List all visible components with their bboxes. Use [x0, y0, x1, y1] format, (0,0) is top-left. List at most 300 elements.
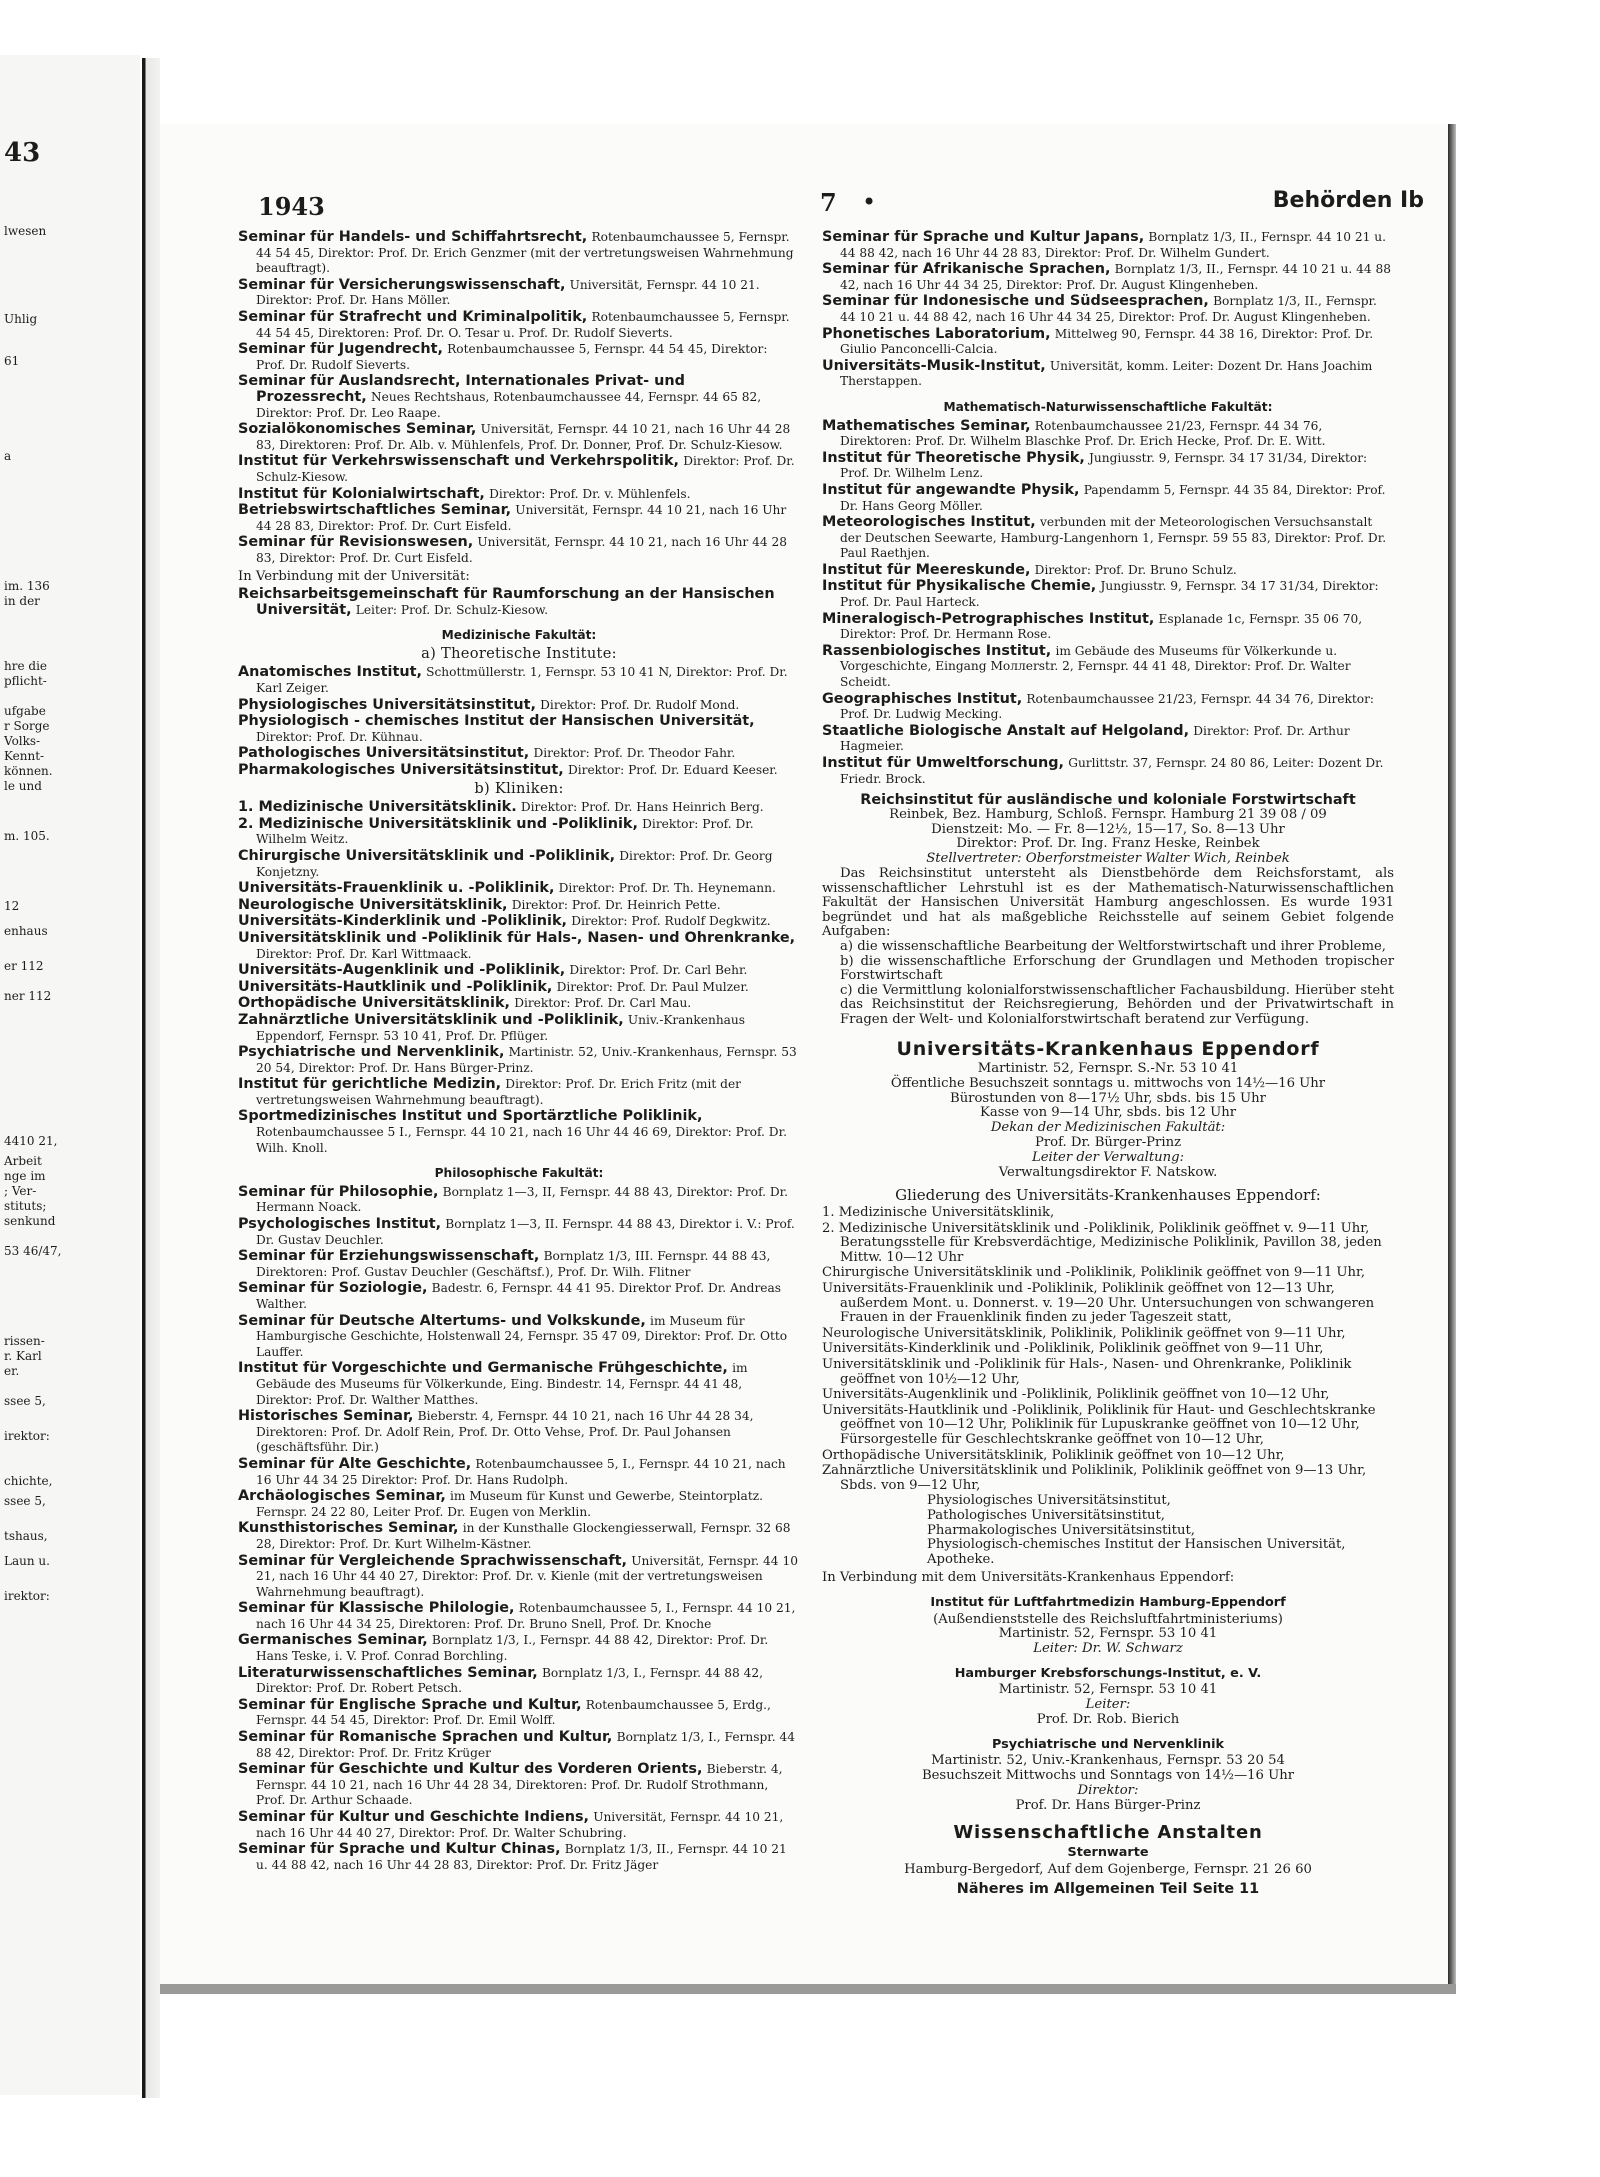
list-line: Universitäts-Hautklinik und -Poliklinik, Poliklinik für Haut- und Geschlechtskranke geöffnet von 10—12 Uhr, Poliklinik für Lupuskranke geöffnet von 10—12 Uhr, Fürsorgestelle für Geschlechtskranke geöffnet von 10—12 Uhr,	[822, 1402, 1376, 1447]
entry-title: Meteorologisches Institut,	[822, 514, 1036, 531]
entry-title: Institut für Verkehrswissenschaft und Verkehrspolitik,	[238, 453, 679, 470]
entry-title: Seminar für Kultur und Geschichte Indiens,	[238, 1809, 589, 1825]
entry-title: Institut für Physikalische Chemie,	[822, 578, 1097, 595]
entry-title: Seminar für Auslandsrecht, Internationales Privat- und Prozessrecht,	[238, 373, 685, 405]
entry-detail: Direktor: Prof. Dr. Theodor Fahr.	[533, 746, 736, 761]
directory-entry	[822, 230, 1394, 261]
directory-entry	[238, 1698, 800, 1729]
directory-entry	[822, 756, 1394, 787]
list-line: Apotheke.	[927, 1551, 995, 1567]
directory-entry	[822, 419, 1394, 450]
directory-entry	[238, 1554, 800, 1601]
previous-page-text: ssee 5,	[4, 1494, 46, 1508]
directory-entry	[822, 262, 1394, 293]
directory-entry	[238, 996, 800, 1012]
entry-title: Seminar für Erziehungswissenschaft,	[238, 1248, 540, 1265]
entry-title: 1. Medizinische Universitätsklinik.	[238, 799, 517, 816]
entry-detail: Direktor: Prof. Dr. Karl Wittmaack.	[256, 946, 472, 961]
psych-director: Prof. Dr. Hans Bürger-Prinz	[1015, 1797, 1201, 1813]
entry-title: 2. Medizinische Universitätsklinik und -Poliklinik,	[238, 815, 638, 832]
directory-entry	[238, 914, 800, 930]
entry-detail: Direktor: Prof. Dr. Erich Fritz (mit der vertretungsweisen Wahrnehmung beauftragt).	[256, 1077, 741, 1107]
directory-entry	[238, 1045, 800, 1076]
krebs-leiter-label: Leiter:	[1085, 1697, 1131, 1713]
entry-title: Institut für Meereskunde,	[822, 561, 1031, 578]
entry-title: Seminar für Englische Sprache und Kultur,	[238, 1696, 582, 1713]
directory-entry	[238, 898, 800, 914]
heading-kliniken: b) Kliniken:	[474, 779, 564, 797]
psych-title: Psychiatrische und Nervenklinik	[991, 1736, 1225, 1752]
entry-detail: Rotenbaumchaussee 5, Fernspr. 44 54 45, Direktor: Prof. Dr. Erich Genzmer (mit der vertretungsweisen Wahrnehmung beauftragt).	[256, 230, 794, 276]
directory-entry	[238, 1185, 800, 1216]
directory-entry	[238, 1810, 800, 1841]
list-line: 1. Medizinische Universitätsklinik,	[822, 1205, 1055, 1221]
header-page-number: 7	[820, 188, 837, 217]
entry-title: Seminar für Deutsche Altertums- und Volkskunde,	[238, 1312, 646, 1329]
previous-page-text: irektor:	[4, 1429, 50, 1443]
directory-entry	[238, 665, 800, 696]
entry-title: Zahnärztliche Universitätsklinik und -Poliklinik,	[238, 1011, 624, 1028]
entry-title: Staatliche Biologische Anstalt auf Helgoland,	[822, 722, 1190, 739]
entry-title: Anatomisches Institut,	[238, 664, 422, 681]
entry-detail: im Gebäude des Museums für Völkerkunde, Eing. Bindestr. 14, Fernspr. 44 41 48, Direktor: Prof. Dr. Walther Matthes.	[256, 1361, 748, 1407]
entry-title: Universitäts-Frauenklinik u. -Poliklinik,	[238, 880, 555, 897]
left-entries-a	[238, 230, 800, 566]
directory-entry	[822, 563, 1394, 579]
kh-line-3: Bürostunden von 8—17½ Uhr, sbds. bis 15 Uhr	[950, 1090, 1266, 1106]
entry-title: Pathologisches Universitätsinstitut,	[238, 745, 530, 762]
entry-detail: Bornplatz 1/3, I., Fernspr. 44 88 42, Direktor: Prof. Dr. Hans Teske, i. V. Prof. Conrad Borchling.	[256, 1633, 769, 1664]
directory-entry	[238, 278, 800, 309]
entry-detail: Esplanade 1c, Fernspr. 35 06 70, Direktor: Prof. Dr. Hermann Rose.	[840, 611, 1363, 642]
entry-detail: Rotenbaumchaussee 5, Fernspr. 44 54 45, Direktoren: Prof. Dr. O. Tesar u. Prof. Dr. Rudolf Sieverts.	[256, 309, 790, 340]
entry-title: Seminar für Romanische Sprachen und Kultur,	[238, 1729, 613, 1746]
psych-hours: Besuchszeit Mittwochs und Sonntags von 14½—16 Uhr	[921, 1768, 1295, 1784]
luftfahrt-title: Institut für Luftfahrtmedizin Hamburg-Eppendorf	[930, 1594, 1286, 1610]
directory-entry	[238, 535, 800, 566]
entry-title: Universitäts-Musik-Institut,	[822, 357, 1046, 374]
entry-detail: Papendamm 5, Fernspr. 44 35 84, Direktor: Prof. Dr. Hans Georg Möller.	[840, 482, 1386, 513]
entry-detail: Universität, Fernspr. 44 10 21. Direktor: Prof. Dr. Hans Möller.	[256, 277, 760, 308]
entry-title: Sportmedizinisches Institut und Sportärztliche Poliklinik,	[238, 1108, 703, 1125]
directory-entry	[822, 451, 1394, 482]
entry-detail: Bornplatz 1/3, III. Fernspr. 44 88 43, Direktoren: Prof. Gustav Deuchler (Geschäftsf.), Prof. Dr. Wilh. Flitner	[256, 1249, 771, 1279]
gliederung-institutes	[822, 1494, 1394, 1567]
entry-title: Institut für Theoretische Physik,	[822, 449, 1085, 466]
psych-address: Martinistr. 52, Univ.-Krankenhaus, Fernspr. 53 20 54	[931, 1753, 1285, 1769]
directory-entry	[238, 1077, 800, 1108]
entry-detail: Rotenbaumchaussee 5, Erdg., Fernspr. 44 54 45, Direktor: Prof. Dr. Emil Wolff.	[256, 1697, 771, 1728]
entry-detail: im Museum für Hamburgische Geschichte, Holstenwall 24, Fernspr. 35 47 09, Direktor: Prof. Dr. Otto Lauffer.	[256, 1313, 788, 1359]
previous-page-text: r Sorge	[4, 719, 50, 733]
entry-detail: Direktor: Prof. Rudolf Degkwitz.	[571, 914, 771, 929]
entry-title: Archäologisches Seminar,	[238, 1488, 446, 1505]
directory-entry	[238, 1409, 800, 1456]
entry-title: Seminar für Sprache und Kultur Chinas,	[238, 1841, 561, 1858]
directory-entry	[238, 1633, 800, 1664]
wiss-title: Wissenschaftliche Anstalten	[953, 1821, 1263, 1843]
entry-title: Sozialökonomisches Seminar,	[238, 421, 477, 438]
entry-detail: Neues Rechtshaus, Rotenbaumchaussee 44, Fernspr. 44 65 82, Direktor: Prof. Dr. Leo Raape.	[256, 389, 762, 420]
directory-entry	[238, 422, 800, 453]
forst-address: Reinbek, Bez. Hamburg, Schloß. Fernspr. Hamburg 21 39 08 / 09	[889, 806, 1327, 822]
entry-detail: Direktor: Prof. Dr. Carl Behr.	[569, 963, 748, 978]
psych-director-label: Direktor:	[1077, 1783, 1139, 1799]
entry-detail: Bornplatz 1/3, II., Fernspr. 44 10 21 u. 44 88 42, nach 16 Uhr 44 28 83, Direktor: Prof. Dr. Fritz Jäger	[256, 1842, 787, 1872]
entry-detail: Badestr. 6, Fernspr. 44 41 95. Direktor Prof. Dr. Andreas Walther.	[256, 1281, 782, 1311]
previous-page-text: im. 136	[4, 579, 50, 593]
entry-title: Historisches Seminar,	[238, 1408, 414, 1425]
note-university: In Verbindung mit der Universität:	[238, 569, 470, 585]
entry-detail: Direktor: Prof. Dr. Kühnau.	[256, 729, 423, 744]
entry-title: Reichsarbeitsgemeinschaft für Raumforschung an der Hansischen Universität,	[238, 586, 775, 618]
directory-entry	[238, 800, 800, 816]
entry-detail: Universität, komm. Leiter: Dozent Dr. Hans Joachim Therstappen.	[840, 358, 1373, 389]
entry-detail: Bornplatz 1/3, I., Fernspr. 44 88 42, Direktor: Prof. Dr. Robert Petsch.	[256, 1665, 764, 1696]
list-line: Zahnärztliche Universitätsklinik und Poliklinik, Poliklinik geöffnet von 9—13 Uhr, Sbds. von 9—12 Uhr,	[822, 1463, 1367, 1493]
forstwirtschaft-block	[822, 793, 1394, 1027]
entry-detail: Gurlittstr. 37, Fernspr. 24 80 86, Leiter: Dozent Dr. Friedr. Brock.	[840, 756, 1384, 786]
entry-detail: Martinistr. 52, Univ.-Krankenhaus, Fernspr. 53 20 54, Direktor: Prof. Dr. Hans Bürger-Prinz.	[256, 1045, 797, 1075]
philosophy-faculty-list	[238, 1185, 800, 1874]
entry-detail: Universität, Fernspr. 44 10 21, nach 16 Uhr 44 28 83, Direktor: Prof. Dr. Curt Eisfeld.	[256, 503, 787, 533]
previous-page-text: ufgabe	[4, 704, 46, 718]
entry-detail: Universität, Fernspr. 44 10 21, nach 16 Uhr 44 40 27, Direktor: Prof. Dr. Walter Schubring.	[256, 1810, 784, 1840]
book-gutter	[142, 58, 160, 2098]
previous-page-text: chichte,	[4, 1474, 53, 1488]
entry-title: Physiologisches Universitätsinstitut,	[238, 696, 536, 713]
entry-title: Universitätsklinik und -Poliklinik für Hals-, Nasen- und Ohrenkranke,	[238, 929, 796, 946]
krankenhaus-title: Universitäts-Krankenhaus Eppendorf	[896, 1037, 1320, 1060]
directory-entry	[238, 1489, 800, 1520]
entry-title: Universitäts-Kinderklinik und -Poliklinik,	[238, 913, 568, 930]
kh-line-8: Verwaltungsdirektor F. Natskow.	[998, 1164, 1218, 1180]
wiss-footnote: Näheres im Allgemeinen Teil Seite 11	[956, 1880, 1260, 1897]
directory-entry	[238, 342, 800, 373]
luftfahrt-leiter: Leiter: Dr. W. Schwarz	[1033, 1641, 1183, 1657]
previous-page-text: enhaus	[4, 924, 48, 938]
list-line: Physiologisches Universitätsinstitut,	[927, 1493, 1171, 1509]
page-bottom-edge	[160, 1984, 1456, 1994]
entry-title: Neurologische Universitätsklinik,	[238, 896, 508, 913]
previous-page-text: ner 112	[4, 989, 52, 1003]
entry-title: Institut für Umweltforschung,	[822, 755, 1064, 771]
entry-detail: Direktor: Prof. Dr. Bruno Schulz.	[1034, 562, 1237, 577]
entry-title: Universitäts-Augenklinik und -Poliklinik,	[238, 962, 566, 979]
previous-page-text: Volks-	[4, 734, 41, 748]
directory-entry	[238, 503, 800, 534]
directory-entry	[822, 483, 1394, 514]
entry-title: Seminar für Indonesische und Südseesprachen,	[822, 293, 1209, 310]
kh-line-6: Prof. Dr. Bürger-Prinz	[1034, 1135, 1182, 1151]
entry-title: Literaturwissenschaftliches Seminar,	[238, 1664, 538, 1681]
previous-page-text: können.	[4, 764, 53, 778]
right-column	[822, 230, 1394, 1896]
entry-title: Seminar für Philosophie,	[238, 1183, 439, 1200]
previous-page-text: ssee 5,	[4, 1394, 46, 1408]
entry-detail: Direktor: Prof. Dr. Th. Heynemann.	[558, 881, 776, 896]
entry-title: Orthopädische Universitätsklinik,	[238, 995, 510, 1012]
directory-entry	[238, 1217, 800, 1248]
entry-title: Mineralogisch-Petrographisches Institut,	[822, 610, 1155, 627]
directory-entry	[238, 487, 800, 503]
list-line: Pharmakologisches Universitätsinstitut,	[927, 1522, 1195, 1538]
entry-title: Seminar für Alte Geschichte,	[238, 1455, 472, 1472]
previous-page-text: 43	[4, 138, 41, 168]
heading-medizinische-fakultaet: Medizinische Fakultät:	[441, 628, 597, 643]
gliederung-list	[822, 1206, 1394, 1493]
entry-detail: Rotenbaumchaussee 5, Fernspr. 44 54 45, Direktor: Prof. Dr. Rudolf Sieverts.	[256, 342, 768, 372]
previous-page-fragment	[0, 55, 140, 2095]
previous-page-text: in der	[4, 594, 40, 608]
previous-page-text: lwesen	[4, 224, 47, 238]
kh-line-1: Martinistr. 52, Fernspr. S.-Nr. 53 10 41	[977, 1061, 1239, 1077]
list-line: Universitäts-Augenklinik und -Poliklinik, Poliklinik geöffnet von 10—12 Uhr,	[822, 1387, 1330, 1403]
forst-deputy: Stellvertreter: Oberforstmeister Walter Wich, Reinbek	[926, 851, 1290, 867]
previous-page-text: stituts;	[4, 1199, 47, 1213]
krebs-leiter: Prof. Dr. Rob. Bierich	[1036, 1712, 1180, 1728]
right-entries-a	[822, 230, 1394, 390]
entry-detail: Bornplatz 1/3, II., Fernspr. 44 10 21 u. 44 88 42, nach 16 Uhr 44 28 83, Direktor: Prof. Dr. Wilhelm Gundert.	[840, 230, 1386, 260]
directory-entry	[238, 230, 800, 277]
forst-task-b: b) die wissenschaftliche Erforschung der Grundlagen und Methoden tropischer Forstwirtschaft	[840, 953, 1394, 984]
entry-detail: Direktor: Prof. Dr. Hans Heinrich Berg.	[520, 800, 764, 815]
page-header	[240, 188, 1436, 224]
entry-title: Germanisches Seminar,	[238, 1632, 428, 1649]
entry-detail: Direktor: Prof. Dr. v. Mühlenfels.	[489, 486, 691, 501]
entry-detail: Bornplatz 1—3, II, Fernspr. 44 88 43, Direktor: Prof. Dr. Hermann Noack.	[256, 1184, 789, 1215]
entry-detail: Schottmüllerstr. 1, Fernspr. 53 10 41 N, Direktor: Prof. Dr. Karl Zeiger.	[256, 665, 788, 696]
directory-entry	[238, 454, 800, 485]
previous-page-text: tshaus,	[4, 1529, 48, 1543]
krebs-title: Hamburger Krebsforschungs-Institut, e. V.	[954, 1665, 1262, 1681]
entry-title: Kunsthistorisches Seminar,	[238, 1520, 459, 1537]
entry-detail: Jungiusstr. 9, Fernspr. 34 17 31/34, Direktor: Prof. Dr. Paul Harteck.	[840, 579, 1379, 610]
wiss-sub: Sternwarte	[1067, 1845, 1149, 1861]
directory-entry	[238, 763, 800, 779]
previous-page-text: ; Ver-	[4, 1184, 37, 1198]
entry-detail: Bieberstr. 4, Fernspr. 44 10 21, nach 16 Uhr 44 28 34, Direktoren: Prof. Dr. Adolf Rein, Prof. Dr. Otto Vehse, Prof. Dr. Paul Johansen (geschäftsführ. Dir.)	[256, 1409, 754, 1455]
entry-title: Betriebswirtschaftliches Seminar,	[238, 502, 512, 519]
clinics-list	[238, 800, 800, 1156]
directory-entry	[238, 1730, 800, 1761]
entry-detail: Mittelweg 90, Fernspr. 44 38 16, Direktor: Prof. Dr. Giulio Panconcelli-Calcia.	[840, 326, 1374, 357]
entry-title: Institut für gerichtliche Medizin,	[238, 1076, 502, 1093]
directory-entry	[238, 1314, 800, 1361]
directory-entry	[238, 1109, 800, 1156]
previous-page-text: m. 105.	[4, 829, 50, 843]
page-edge-shadow	[1448, 124, 1456, 1984]
directory-entry	[822, 692, 1394, 723]
theoretical-institutes-list	[238, 665, 800, 778]
directory-entry	[238, 881, 800, 897]
list-line: Chirurgische Universitätsklinik und -Poliklinik, Poliklinik geöffnet von 9—11 Uhr,	[822, 1265, 1366, 1281]
entry-title: Pharmakologisches Universitätsinstitut,	[238, 762, 564, 778]
directory-entry	[238, 746, 800, 762]
entry-detail: Rotenbaumchaussee 5 I., Fernspr. 44 10 21, nach 16 Uhr 44 46 69, Direktor: Prof. Dr. Wilh. Knoll.	[256, 1125, 787, 1155]
entry-detail: Jungiusstr. 9, Fernspr. 34 17 31/34, Direktor: Prof. Dr. Wilhelm Lenz.	[840, 450, 1368, 481]
entry-detail: Direktor: Prof. Dr. Georg Konjetzny.	[256, 848, 773, 879]
directory-entry	[238, 1521, 800, 1552]
previous-page-text: 53 46/47,	[4, 1244, 62, 1258]
previous-page-text: le und	[4, 779, 42, 793]
previous-page-text: 12	[4, 899, 20, 913]
directory-entry	[238, 963, 800, 979]
entry-detail: Direktor: Prof. Dr. Carl Mau.	[514, 996, 692, 1011]
entry-detail: Direktor: Prof. Dr. Wilhelm Weitz.	[256, 816, 754, 847]
entry-detail: Rotenbaumchaussee 21/23, Fernspr. 44 34 76, Direktor: Prof. Dr. Ludwig Mecking.	[840, 691, 1375, 722]
entry-detail: Univ.-Krankenhaus Eppendorf, Fernspr. 53 10 41, Prof. Dr. Pflüger.	[256, 1012, 746, 1043]
entry-title: Seminar für Jugendrecht,	[238, 341, 443, 358]
previous-page-text: a	[4, 449, 12, 463]
entry-title: Seminar für Handels- und Schiffahrtsrecht,	[238, 229, 588, 245]
entry-detail: Bornplatz 1/3, II., Fernspr. 44 10 21 u. 44 88 42, nach 16 Uhr 44 34 25, Direktor: Prof. Dr. August Klingenheben.	[840, 262, 1391, 292]
entry-detail: Direktor: Prof. Dr. Arthur Hagmeier.	[840, 723, 1350, 754]
entry-detail: im Museum für Kunst und Gewerbe, Steintorplatz. Fernspr. 24 22 80, Leiter Prof. Dr. Eugen von Merklin.	[256, 1489, 764, 1519]
entry-detail: Bornplatz 1/3, II., Fernspr. 44 10 21 u. 44 88 42, nach 16 Uhr 44 34 25, Direktor: Prof. Dr. August Klingenheben.	[840, 294, 1377, 324]
heading-mathematisch-naturwissenschaftliche-fakultaet: Mathematisch-Naturwissenschaftliche Fakultät:	[943, 399, 1273, 414]
entry-title: Seminar für Strafrecht und Kriminalpolitik,	[238, 308, 588, 325]
directory-entry	[822, 359, 1394, 390]
entry-detail: Bieberstr. 4, Fernspr. 44 10 21, nach 16 Uhr 44 28 34, Direktoren: Prof. Dr. Rudolf Strothmann, Prof. Dr. Arthur Schaade.	[256, 1762, 783, 1808]
header-year: 1943	[258, 192, 325, 221]
entry-detail: Universität, Fernspr. 44 10 21, nach 16 Uhr 44 40 27, Direktor: Prof. Dr. v. Kienle (mit der vertretungsweisen Wahrnehmung beauftragt).	[256, 1553, 798, 1599]
header-section-title: Behörden Ib	[1272, 188, 1424, 213]
previous-page-text: senkund	[4, 1214, 56, 1228]
entry-title: Geographisches Institut,	[822, 690, 1023, 707]
forst-task-a: a) die wissenschaftliche Bearbeitung der Weltforstwirtschaft und ihrer Probleme,	[840, 938, 1386, 954]
gliederung-heading: Gliederung des Universitäts-Krankenhauses Eppendorf:	[895, 1186, 1321, 1205]
forst-description: Das Reichsinstitut untersteht als Dienstbehörde dem Reichsforstamt, als wissenschaftlicher Lehrstuhl ist es der Mathematisch-Naturwissenschaftlichen Fakultät der Hansischen Universität Hamburg angeschlossen. Es wurde 1931 begründet und hat als maßgebliche Reichsstelle auf seinem Gebiet folgende Aufgaben:	[822, 865, 1394, 940]
luftfahrt-address: Martinistr. 52, Fernspr. 53 10 41	[998, 1626, 1218, 1642]
directory-entry	[238, 1762, 800, 1809]
heading-philosophische-fakultaet: Philosophische Fakultät:	[434, 1166, 604, 1181]
previous-page-text: Laun u.	[4, 1554, 50, 1568]
entry-title: Institut für Vorgeschichte und Germanische Frühgeschichte,	[238, 1360, 728, 1377]
directory-entry	[238, 1361, 800, 1408]
kh-line-7: Leiter der Verwaltung:	[1031, 1149, 1185, 1165]
directory-entry	[238, 1666, 800, 1697]
entry-detail: im Gebäude des Museums für Völkerkunde u. Vorgeschichte, Eingang Moллerstr. 2, Fernspr. 44 41 48, Direktor: Prof. Dr. Walter Scheidt.	[840, 643, 1351, 690]
previous-page-text: nge im	[4, 1169, 46, 1183]
entry-detail: Direktor: Prof. Dr. Paul Mulzer.	[556, 979, 749, 994]
previous-page-text: 61	[4, 354, 20, 368]
entry-detail: Universität, Fernspr. 44 10 21, nach 16 Uhr 44 28 83, Direktoren: Prof. Dr. Alb. v. Mühlenfels, Prof. Dr. Donner, Prof. Dr. Schulz-Kiesow.	[256, 422, 791, 452]
directory-entry	[238, 1013, 800, 1044]
forst-title: Reichsinstitut für ausländische und koloniale Forstwirtschaft	[860, 792, 1356, 809]
entry-detail: verbunden mit der Meteorologischen Versuchsanstalt der Deutschen Seewarte, Hamburg-Langenhorn 1, Fernspr. 59 55 83, Direktor: Prof. Dr. Paul Raethjen.	[840, 515, 1387, 561]
entry-detail: Rotenbaumchaussee 21/23, Fernspr. 44 34 76, Direktoren: Prof. Dr. Wilhelm Blaschke Prof. Dr. Erich Hecke, Prof. Dr. E. Witt.	[840, 418, 1326, 449]
directory-entry	[238, 714, 800, 745]
list-line: Physiologisch-chemisches Institut der Hansischen Universität,	[927, 1537, 1346, 1553]
forst-task-c: c) die Vermittlung kolonialforstwissenschaftlicher Fachausbildung. Hierüber steht das Reichsinstitut der Reichsregierung, Behörden und der Privatwirtschaft in Fragen der Welt- und Kolonialforstwirtschaft beratend zur Verfügung.	[840, 982, 1394, 1027]
header-dot: •	[862, 188, 877, 216]
entry-title: Seminar für Afrikanische Sprachen,	[822, 261, 1111, 278]
directory-entry	[238, 1842, 800, 1873]
entry-detail: Bornplatz 1—3, II. Fernspr. 44 88 43, Direktor i. V.: Prof. Dr. Gustav Deuchler.	[256, 1217, 795, 1247]
note-krankenhaus: In Verbindung mit dem Universitäts-Krankenhaus Eppendorf:	[822, 1570, 1235, 1586]
directory-entry	[822, 724, 1394, 755]
entry-title: Psychiatrische und Nervenklinik,	[238, 1044, 505, 1061]
entry-title: Institut für Kolonialwirtschaft,	[238, 485, 485, 502]
entry-detail: Bornplatz 1/3, I., Fernspr. 44 88 42, Direktor: Prof. Dr. Fritz Krüger	[256, 1730, 796, 1760]
entry-detail: Universität, Fernspr. 44 10 21, nach 16 Uhr 44 28 83, Direktor: Prof. Dr. Curt Eisfeld.	[256, 535, 788, 565]
directory-entry	[822, 327, 1394, 358]
luftfahrt-sub: (Außendienststelle des Reichsluftfahrtministeriums)	[933, 1611, 1283, 1627]
entry-title: Seminar für Geschichte und Kultur des Vorderen Orients,	[238, 1761, 703, 1778]
entry-title: Physiologisch - chemisches Institut der Hansischen Universität,	[238, 713, 755, 730]
previous-page-text: er 112	[4, 959, 44, 973]
kh-line-4: Kasse von 9—14 Uhr, sbds. bis 12 Uhr	[979, 1105, 1237, 1121]
directory-entry	[822, 294, 1394, 325]
previous-page-text: Kennt-	[4, 749, 45, 763]
previous-page-text: hre die	[4, 659, 48, 673]
entry-detail: Direktor: Prof. Dr. Schulz-Kiesow.	[256, 454, 795, 484]
entry-detail: Direktor: Prof. Dr. Heinrich Pette.	[511, 897, 721, 912]
directory-entry	[238, 698, 800, 714]
entry-title: Mathematisches Seminar,	[822, 417, 1031, 434]
directory-entry	[822, 579, 1394, 610]
previous-page-text: Arbeit	[4, 1154, 42, 1168]
forst-hours: Dienstzeit: Mo. — Fr. 8—12½, 15—17, So. 8—13 Uhr	[931, 821, 1285, 837]
entry-title: Psychologisches Institut,	[238, 1216, 442, 1233]
entry-title: Seminar für Soziologie,	[238, 1280, 428, 1297]
heading-theoretische-institute: a) Theoretische Institute:	[421, 644, 617, 662]
list-line: Universitäts-Frauenklinik und -Poliklinik, Poliklinik geöffnet von 12—13 Uhr, außerdem Mont. u. Donnerst. v. 19—20 Uhr. Untersuchungen von schwangeren Frauen in der Frauenklinik finden zu jeder Tageszeit statt,	[822, 1281, 1375, 1326]
forst-director: Direktor: Prof. Dr. Ing. Franz Heske, Reinbek	[956, 836, 1260, 852]
directory-entry	[238, 1601, 800, 1632]
previous-page-text: 4410 21,	[4, 1134, 58, 1148]
entry-title: Universitäts-Hautklinik und -Poliklinik,	[238, 978, 553, 995]
previous-page-text: Uhlig	[4, 312, 38, 326]
entry-title: Seminar für Vergleichende Sprachwissenschaft,	[238, 1552, 627, 1569]
directory-entry	[822, 515, 1394, 562]
directory-entry	[822, 644, 1394, 691]
entry-detail: Rotenbaumchaussee 5, I., Fernspr. 44 10 21, nach 16 Uhr 44 34 25 Direktor: Prof. Dr. Hans Rudolph.	[256, 1456, 786, 1487]
list-line: Universitäts-Kinderklinik und -Poliklinik, Poliklinik geöffnet von 9—11 Uhr,	[822, 1341, 1324, 1357]
directory-entry	[238, 817, 800, 848]
entry-detail: in der Kunsthalle Glockengiesserwall, Fernspr. 32 68 28, Direktor: Prof. Dr. Kurt Wilhelm-Kästner.	[256, 1521, 791, 1551]
entry-detail: Direktor: Prof. Dr. Eduard Keeser.	[567, 763, 778, 777]
kh-line-5: Dekan der Medizinischen Fakultät:	[990, 1120, 1226, 1136]
directory-entry	[238, 310, 800, 341]
previous-page-text: irektor:	[4, 1589, 50, 1603]
entry-detail: Leiter: Prof. Dr. Schulz-Kiesow.	[355, 602, 549, 617]
entry-title: Seminar für Revisionswesen,	[238, 534, 474, 551]
entry-title: Chirurgische Universitätsklinik und -Poliklinik,	[238, 847, 616, 864]
previous-page-text: pflicht-	[4, 674, 47, 688]
directory-entry	[238, 1281, 800, 1312]
entry-title: Seminar für Versicherungswissenschaft,	[238, 276, 566, 293]
previous-page-text: er.	[4, 1364, 20, 1378]
directory-entry	[238, 374, 800, 421]
list-line: Orthopädische Universitätsklinik, Poliklinik geöffnet von 10—12 Uhr,	[822, 1447, 1285, 1463]
list-line: 2. Medizinische Universitätsklinik und -Poliklinik, Poliklinik geöffnet v. 9—11 Uhr, Beratungsstelle für Krebsverdächtige, Medizinische Poliklinik, Pavillon 38, jeden Mittw. 10—12 Uhr	[822, 1220, 1382, 1265]
entry-title: Rassenbiologisches Institut,	[822, 642, 1052, 659]
entry-detail: Direktor: Prof. Dr. Rudolf Mond.	[540, 697, 740, 712]
list-line: Pathologisches Universitätsinstitut,	[927, 1507, 1165, 1523]
directory-entry	[238, 1249, 800, 1280]
kh-line-2: Öffentliche Besuchszeit sonntags u. mittwochs von 14½—16 Uhr	[890, 1075, 1326, 1091]
directory-entry	[822, 612, 1394, 643]
directory-entry	[238, 980, 800, 996]
left-column	[238, 230, 800, 1874]
directory-entry	[238, 849, 800, 880]
krebs-address: Martinistr. 52, Fernspr. 53 10 41	[998, 1682, 1218, 1698]
list-line: Universitätsklinik und -Poliklinik für Hals-, Nasen- und Ohrenkranke, Poliklinik geöffnet von 10½—12 Uhr,	[822, 1357, 1352, 1387]
math-faculty-list	[822, 419, 1394, 788]
list-line: Neurologische Universitätsklinik, Poliklinik, Poliklinik geöffnet von 9—11 Uhr,	[822, 1325, 1346, 1341]
